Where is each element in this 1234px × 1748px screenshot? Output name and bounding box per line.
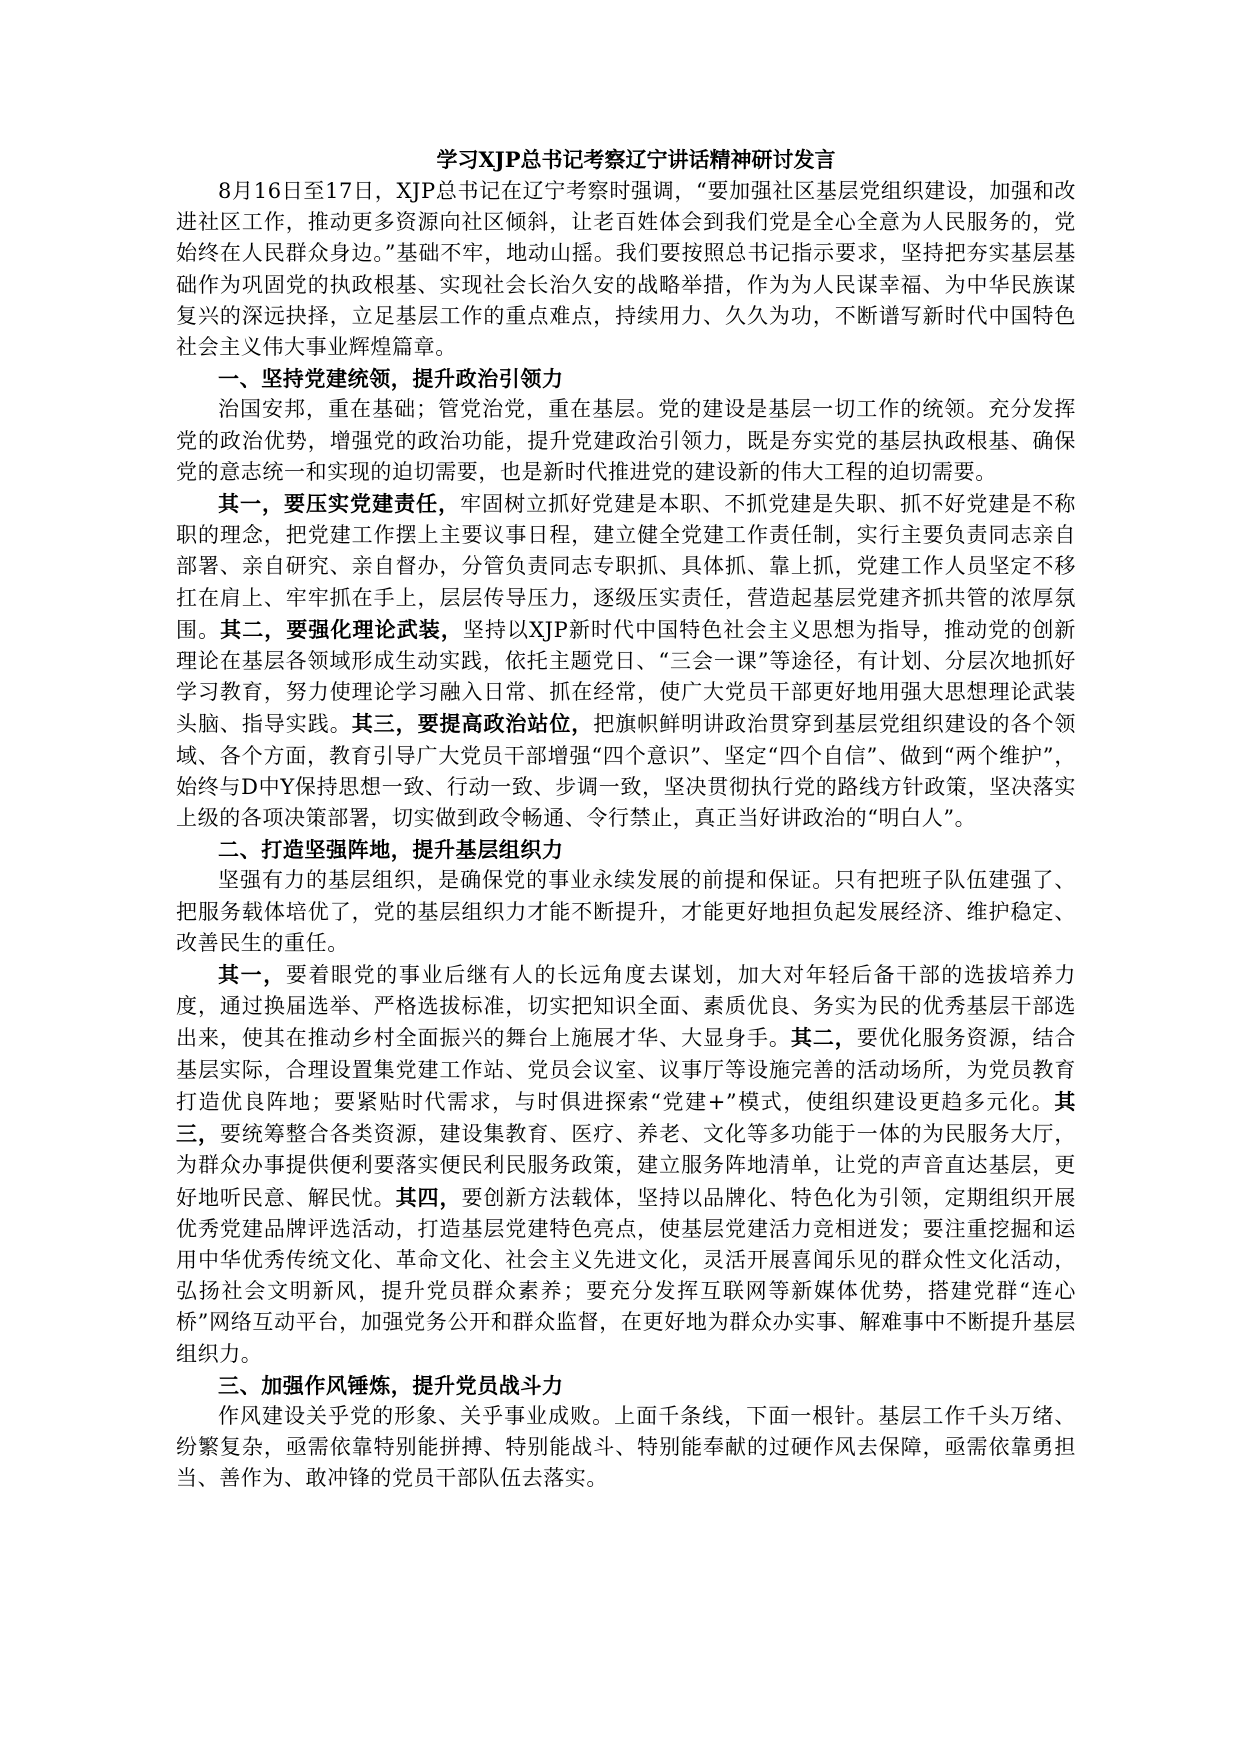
section-3-heading: 三、加强作风锤炼，提升党员战斗力	[218, 1372, 564, 1398]
intro-paragraph: 8月16日至17日，XJP总书记在辽宁考察时强调，“要加强社区基层党组织建设，加强和改进社区工作，推动更多资源向社区倾斜，让老百姓体会到我们党是全心全意为人民服务的，党始终在人民群众身边。”基础不牢，地动山摇。我们要按照总书记指示要求，坚持把夯实基层基础作为巩固党的执政根基、实现社会长治久安的战略举措，作为为人民谋幸福、为中华民族谋复兴的深远抉择，立足基层工作的重点难点，持续用力、久久为功，不断谱写新时代中国特色社会主义伟大事业辉煌篇章。	[176, 179, 1076, 360]
body-text: 牢固树立抓好党建是本职、不抓党建是失职、抓不好党建是不称职的理念，把党建工作摆上主要议事日程，建立健全党建工作责任制，实行主要负责同志亲自部署、亲自研究、亲自督办，分管负责同志专职抓、具体抓、靠上抓，党建工作人员坚定不移扛在肩上、牢牢抓在手上，层层传导压力，逐级压实责任，营造起基层党建齐抓共管的浓厚氛围。	[176, 492, 1076, 642]
lead-phrase: 其二，	[790, 1025, 857, 1051]
lead-phrase: 其二，要强化理论武装，	[220, 616, 463, 642]
body-text: 要统筹整合各类资源，建设集教育、医疗、养老、文化等多功能于一体的为民服务大厅，为群众办事提供便利要落实便民利民服务政策，建立服务阵地清单，让党的声音直达基层，更好地听民意、解民忧。	[176, 1122, 1076, 1210]
section-2-heading: 二、打造坚强阵地，提升基层组织力	[218, 837, 564, 863]
lead-phrase: 其四，	[395, 1184, 462, 1210]
section-1-paragraph-2	[176, 488, 1076, 834]
lead-phrase: 其一，要压实党建责任，	[218, 491, 461, 517]
body-text: 要优化服务资源，结合基层实际，合理设置集党建工作站、党员会议室、议事厅等设施完善的活动场所，为党员教育打造优良阵地；要紧贴时代需求，与时俱进探索“党建+”模式，使组织建设更趋多元化。	[176, 1026, 1076, 1114]
document-title: 学习XJP总书记考察辽宁讲话精神研讨发言	[436, 147, 836, 172]
lead-phrase: 其三，要提高政治站位，	[351, 711, 594, 737]
body-text: 要着眼党的事业后继有人的长远角度去谋划，加大对年轻后备干部的选拔培养力度，通过换届选举、严格选拔标准，切实把知识全面、素质优良、务实为民的优秀基层干部选出来，使其在推动乡村全面振兴的舞台上施展才华、大显身手。	[176, 963, 1076, 1051]
section-1-heading: 一、坚持党建统领，提升政治引领力	[218, 366, 564, 392]
body-text: 要创新方法载体，坚持以品牌化、特色化为引领，定期组织开展优秀党建品牌评选活动，打造基层党建特色亮点，使基层党建活力竞相迸发；要注重挖掘和运用中华优秀传统文化、革命文化、社会主义先进文化，灵活开展喜闻乐见的群众性文化活动，弘扬社会文明新风，提升党员群众素养；要充分发挥互联网等新媒体优势，搭建党群“连心桥”网络互动平台，加强党务公开和群众监督，在更好地为群众办实事、解难事中不断提升基层组织力。	[176, 1185, 1076, 1366]
lead-phrase: 其三，	[176, 1088, 1076, 1147]
body-text: 坚持以XJP新时代中国特色社会主义思想为指导，推动党的创新理论在基层各领域形成生动实践，依托主题党日、“三会一课”等途径，有计划、分层次地抓好学习教育，努力使理论学习融入日常、抓在经常，使广大党员干部更好地用强大思想理论武装头脑、指导实践。	[176, 617, 1076, 737]
body-text: 把旗帜鲜明讲政治贯穿到基层党组织建设的各个领域、各个方面，教育引导广大党员干部增强“四个意识”、坚定“四个自信”、做到“两个维护”，始终与D中Y保持思想一致、行动一致、步调一致，坚决贯彻执行党的路线方针政策，坚决落实上级的各项决策部署，切实做到政令畅通、令行禁止，真正当好讲政治的“明白人”。	[176, 712, 1076, 831]
section-2-paragraph-1: 坚强有力的基层组织，是确保党的事业永续发展的前提和保证。只有把班子队伍建强了、把服务载体培优了，党的基层组织力才能不断提升，才能更好地担负起发展经济、维护稳定、改善民生的重任。	[176, 868, 1076, 955]
section-2-paragraph-2	[176, 959, 1076, 1370]
document-page	[176, 144, 1076, 1495]
lead-phrase: 其一，	[218, 962, 286, 988]
section-1-paragraph-1: 治国安邦，重在基础；管党治党，重在基层。党的建设是基层一切工作的统领。充分发挥党的政治优势，增强党的政治功能，提升党建政治引领力，既是夯实党的基层执政根基、确保党的意志统一和实现的迫切需要，也是新时代推进党的建设新的伟大工程的迫切需要。	[176, 397, 1076, 484]
section-3-paragraph-1: 作风建设关乎党的形象、关乎事业成败。上面千条线，下面一根针。基层工作千头万绪、纷繁复杂，亟需依靠特别能拼搏、特别能战斗、特别能奉献的过硬作风去保障，亟需依靠勇担当、善作为、敢冲锋的党员干部队伍去落实。	[176, 1403, 1076, 1491]
